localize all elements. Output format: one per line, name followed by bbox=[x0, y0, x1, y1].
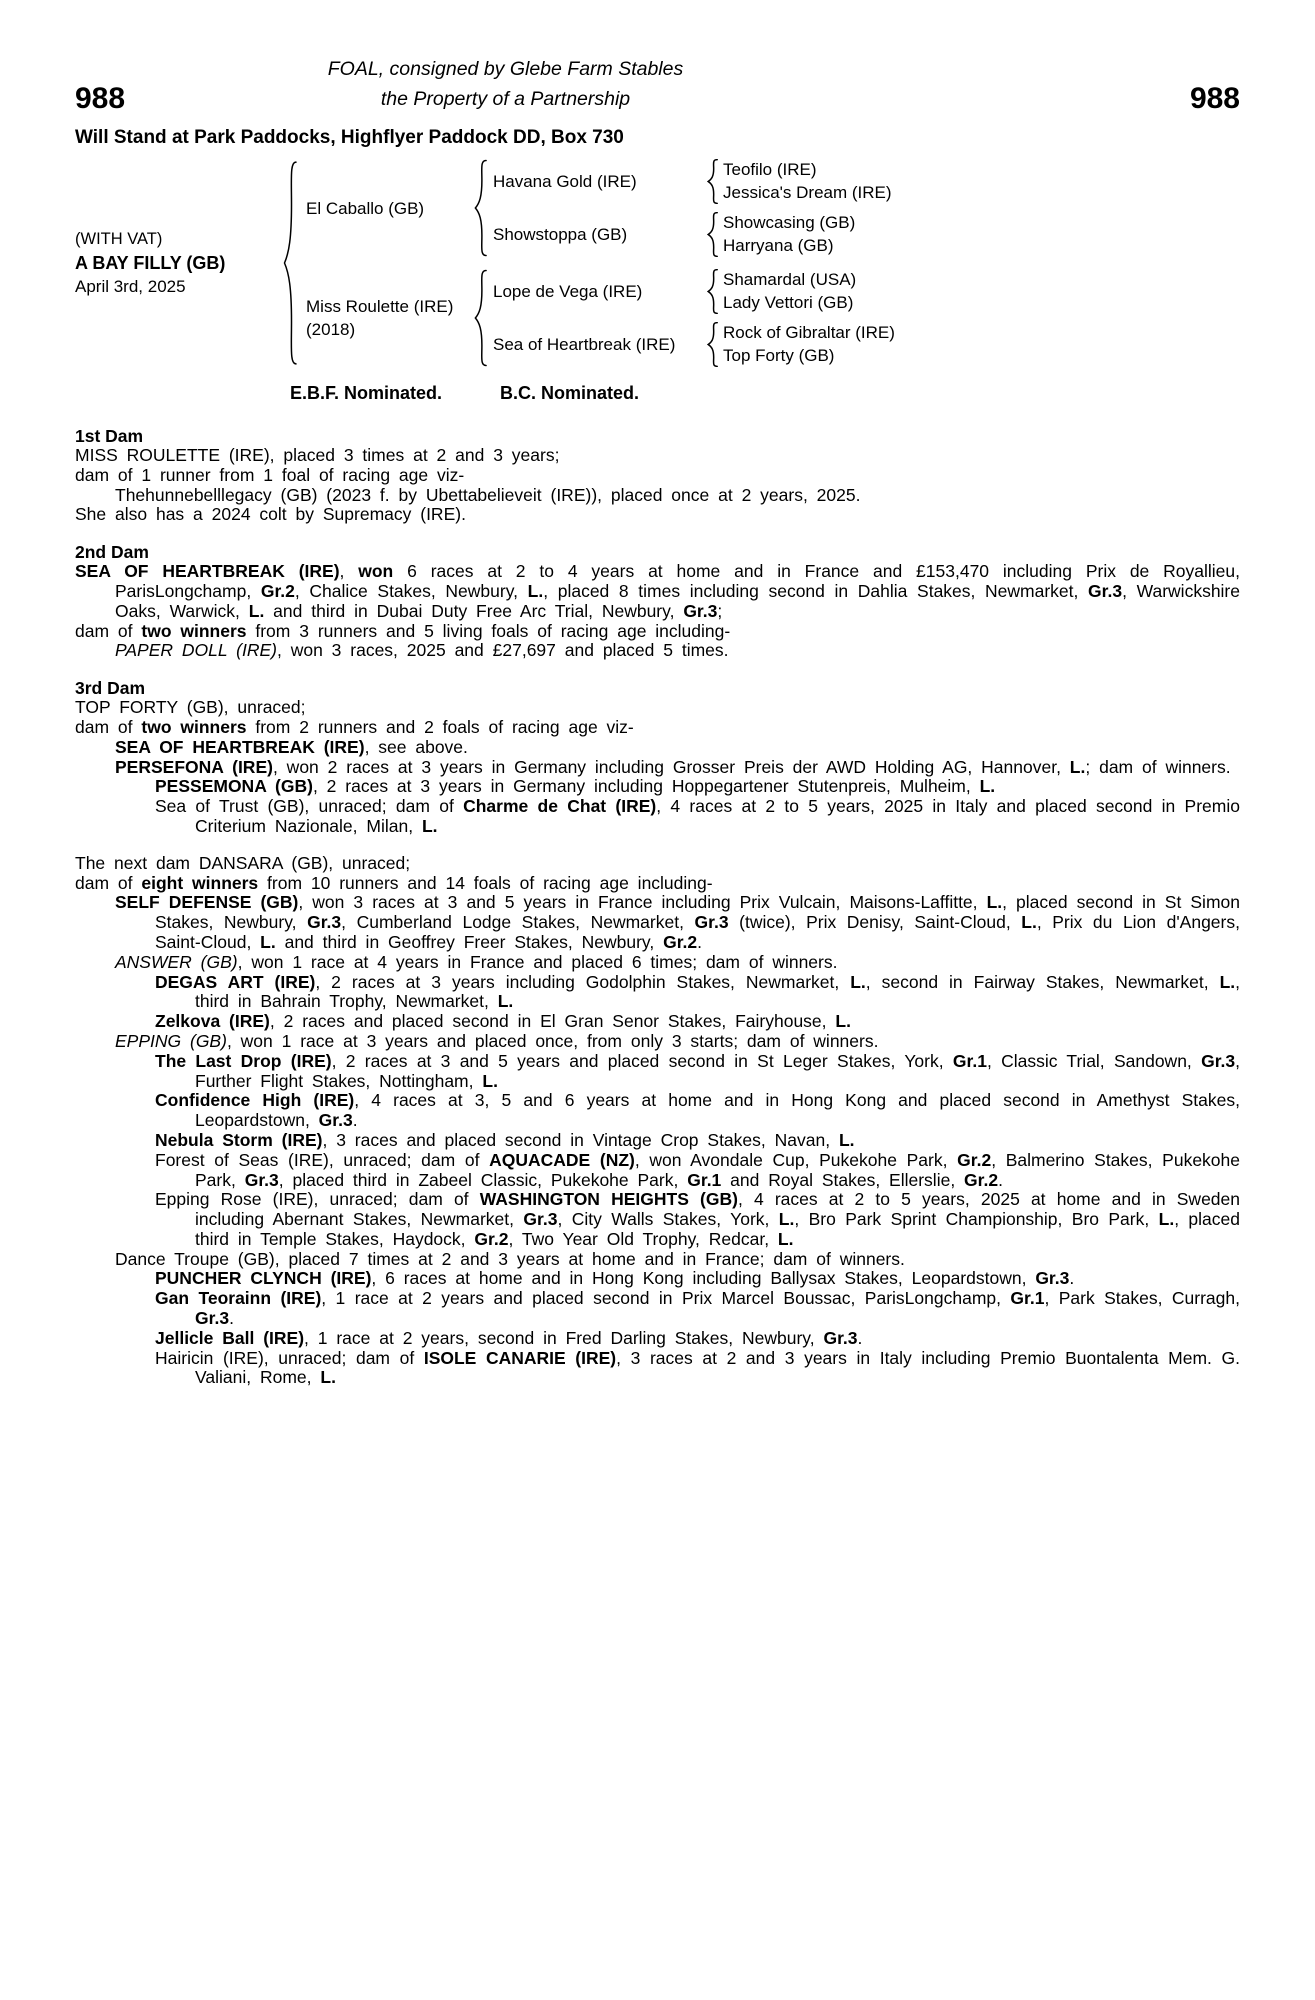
text-run: Thehunnebelllegacy (GB) (2023 f. by Ubettabelieveit (IRE)), placed once at 2 years, 2025. bbox=[115, 484, 861, 505]
text-run: Gr.2 bbox=[663, 931, 698, 952]
text-run: , Balmerino Stakes, Pukekohe Park, bbox=[195, 1149, 1240, 1190]
text-run: Gr.3 bbox=[1088, 580, 1123, 601]
dam-sire-name: Lope de Vega (IRE) bbox=[493, 282, 643, 301]
text-run: Gr.1 bbox=[687, 1169, 722, 1190]
text-run: PESSEMONA (GB) bbox=[155, 776, 313, 797]
text-run: Jellicle Ball (IRE) bbox=[155, 1327, 305, 1348]
text-run: WASHINGTON HEIGHTS (GB) bbox=[479, 1189, 738, 1210]
text-run: Gr.3 bbox=[1201, 1050, 1236, 1071]
text-run: , Bro Park Sprint Championship, Bro Park, bbox=[794, 1209, 1159, 1230]
text-run: , won 3 races at 3 and 5 years in France including Prix Vulcain, Maisons-Laffitte, bbox=[298, 892, 987, 913]
catalogue-paragraph bbox=[75, 718, 1240, 738]
text-run: Gan Teorainn (IRE) bbox=[155, 1288, 322, 1309]
stand-location-line: Will Stand at Park Paddocks, Highflyer Paddock DD, Box 730 bbox=[75, 127, 624, 148]
brace-icon bbox=[707, 212, 718, 257]
sire-dam-branch bbox=[493, 212, 892, 257]
catalogue-paragraph bbox=[75, 1349, 1240, 1389]
text-run: , placed third in Temple Stakes, Haydock, bbox=[195, 1209, 1240, 1249]
text-run: Epping Rose (IRE), unraced; dam of bbox=[155, 1189, 480, 1210]
text-run: PUNCHER CLYNCH (IRE) bbox=[155, 1268, 372, 1289]
text-run: dam of bbox=[75, 716, 142, 737]
text-run: Confidence High (IRE) bbox=[155, 1090, 355, 1111]
text-run: PAPER DOLL (IRE) bbox=[115, 640, 277, 661]
text-run: L. bbox=[1219, 971, 1236, 992]
dam-section bbox=[75, 542, 1240, 661]
text-run: SEA OF HEARTBREAK (IRE) bbox=[115, 736, 365, 757]
dam-section-heading: 3rd Dam bbox=[75, 678, 146, 699]
catalogue-paragraph bbox=[75, 953, 1240, 973]
dam-section bbox=[75, 854, 1240, 1389]
text-run: She also has a 2024 colt by Supremacy (IRE). bbox=[75, 504, 466, 525]
text-run: Charme de Chat (IRE) bbox=[463, 796, 657, 817]
text-run: L. bbox=[1158, 1209, 1175, 1230]
text-run: dam of bbox=[75, 620, 142, 641]
dam-name-line: Miss Roulette (IRE) bbox=[306, 297, 454, 316]
text-run: Gr.3 bbox=[307, 912, 342, 933]
catalogue-paragraph bbox=[75, 738, 1240, 758]
text-run: from 10 runners and 14 foals of racing age including- bbox=[258, 872, 713, 893]
ancestor-name: Lady Vettori (GB) bbox=[723, 292, 854, 312]
text-run: The next dam DANSARA (GB), unraced; bbox=[75, 852, 411, 873]
dam-section-heading: 1st Dam bbox=[75, 426, 144, 446]
text-run: Gr.3 bbox=[694, 912, 729, 933]
text-run: Gr.3 bbox=[244, 1169, 279, 1190]
text-run: (twice), Prix Denisy, Saint-Cloud, bbox=[728, 912, 1022, 933]
text-run: L. bbox=[777, 1228, 794, 1249]
catalogue-paragraph bbox=[75, 1091, 1240, 1131]
text-run: , see above. bbox=[364, 736, 468, 757]
sire-name: El Caballo (GB) bbox=[306, 198, 425, 218]
text-run: Gr.1 bbox=[1010, 1288, 1045, 1309]
catalogue-paragraph bbox=[75, 1289, 1240, 1329]
text-run: . bbox=[998, 1169, 1003, 1190]
text-run: , bbox=[339, 561, 359, 582]
text-run: dam of 1 runner from 1 foal of racing age viz- bbox=[75, 464, 465, 485]
ebf-nomination: E.B.F. Nominated. bbox=[290, 383, 443, 403]
catalogue-paragraph bbox=[75, 777, 1240, 797]
text-run: L. bbox=[248, 600, 265, 621]
catalogue-paragraph bbox=[75, 622, 1240, 642]
dam-branch bbox=[306, 269, 895, 367]
text-run: PERSEFONA (IRE) bbox=[115, 756, 273, 777]
text-run: ISOLE CANARIE (IRE) bbox=[423, 1347, 617, 1368]
consignment-line: FOAL, consigned by Glebe Farm Stables bbox=[327, 58, 684, 80]
text-run: dam of bbox=[75, 872, 142, 893]
text-run: , third in Bahrain Trophy, Newmarket, bbox=[195, 971, 1240, 1012]
text-run: Forest of Seas (IRE), unraced; dam of bbox=[155, 1149, 490, 1170]
catalogue-paragraph bbox=[75, 466, 1240, 486]
text-run: Sea of Trust (GB), unraced; dam of bbox=[155, 796, 464, 817]
text-run: L. bbox=[986, 892, 1003, 913]
text-run: . bbox=[857, 1327, 863, 1348]
catalogue-paragraph bbox=[75, 1052, 1240, 1092]
ancestor-name: Showcasing (GB) bbox=[723, 213, 856, 232]
dam-section bbox=[75, 678, 1240, 837]
text-run: TOP FORTY (GB), unraced; bbox=[75, 697, 306, 718]
sire-branch bbox=[306, 159, 895, 257]
horse-name: A BAY FILLY (GB) bbox=[75, 253, 226, 273]
text-run: eight winners bbox=[141, 872, 259, 893]
text-run: , 2 races at 3 years in Germany including Hoppegartener Stutenpreis, Mulheim, bbox=[312, 776, 980, 797]
text-run: L. bbox=[1021, 912, 1037, 933]
text-run: . bbox=[352, 1110, 358, 1131]
property-line: the Property of a Partnership bbox=[380, 87, 631, 110]
text-run: SEA OF HEARTBREAK (IRE) bbox=[75, 561, 340, 582]
pedigree-table bbox=[75, 159, 1240, 367]
text-run: , won 2 races at 3 years in Germany including Grosser Preis der AWD Holding AG, Hannover, bbox=[272, 756, 1070, 777]
text-run: , 2 races at 3 years including Godolphin Stakes, Newmarket, bbox=[315, 971, 851, 992]
brace-icon bbox=[474, 269, 487, 367]
dam-section bbox=[75, 426, 1240, 525]
catalogue-paragraph bbox=[75, 505, 1240, 525]
text-run: , won Avondale Cup, Pukekohe Park, bbox=[634, 1149, 958, 1170]
text-run: ; dam of winners. bbox=[1085, 756, 1231, 777]
text-run: Gr.2 bbox=[957, 1149, 992, 1170]
text-run: , 4 races at 2 to 5 years, 2025 at home and in Sweden including Abernant Stakes, Newmarket, bbox=[195, 1189, 1240, 1230]
text-run: , Two Year Old Trophy, Redcar, bbox=[508, 1228, 778, 1249]
catalogue-paragraph bbox=[75, 486, 1240, 506]
text-run: ANSWER (GB) bbox=[115, 951, 238, 972]
text-run: . bbox=[697, 931, 703, 952]
catalogue-paragraph bbox=[75, 893, 1240, 952]
catalogue-paragraph bbox=[75, 797, 1240, 837]
catalogue-paragraph bbox=[75, 562, 1240, 621]
sire-sire-branch bbox=[493, 159, 892, 204]
catalogue-paragraph bbox=[75, 1131, 1240, 1151]
text-run: L. bbox=[850, 971, 866, 992]
catalogue-paragraph bbox=[75, 973, 1240, 1013]
dam-name bbox=[306, 295, 474, 341]
text-run: . bbox=[229, 1308, 234, 1329]
ancestor-name: Top Forty (GB) bbox=[723, 345, 835, 365]
sire-dam-name: Showstoppa (GB) bbox=[493, 225, 628, 244]
catalogue-paragraph bbox=[75, 1190, 1240, 1249]
text-run: L. bbox=[320, 1367, 336, 1388]
catalogue-paragraph bbox=[75, 698, 1240, 718]
dam-dam-name: Sea of Heartbreak (IRE) bbox=[493, 335, 676, 354]
text-run: Gr.3 bbox=[318, 1110, 353, 1131]
text-run: MISS ROULETTE (IRE), placed 3 times at 2 and 3 years; bbox=[75, 445, 560, 465]
text-run: , 2 races at 3 and 5 years and placed second in St Leger Stakes, York, bbox=[331, 1050, 953, 1071]
catalogue-paragraph bbox=[75, 1250, 1240, 1270]
brace-icon bbox=[474, 159, 487, 257]
text-run: L. bbox=[979, 776, 996, 797]
produce-sections bbox=[75, 426, 1240, 1388]
catalogue-paragraph bbox=[75, 1151, 1240, 1191]
text-run: Gr.2 bbox=[260, 580, 295, 601]
text-run: , placed second in St Simon Stakes, Newbury, bbox=[155, 892, 1240, 933]
catalogue-page bbox=[75, 58, 1240, 1388]
text-run: L. bbox=[838, 1129, 855, 1150]
text-run: , Classic Trial, Sandown, bbox=[986, 1050, 1202, 1071]
catalogue-paragraph bbox=[75, 1032, 1240, 1052]
text-run: two winners bbox=[141, 716, 247, 737]
text-run: Hairicin (IRE), unraced; dam of bbox=[155, 1347, 424, 1368]
catalogue-paragraph bbox=[75, 758, 1240, 778]
lot-number-right: 988 bbox=[1189, 82, 1240, 115]
dam-dam-branch bbox=[493, 322, 895, 367]
text-run: and third in Geoffrey Freer Stakes, Newbury, bbox=[275, 931, 664, 952]
text-run: and Royal Stakes, Ellerslie, bbox=[721, 1169, 965, 1190]
text-run: , City Walls Stakes, York, bbox=[557, 1209, 779, 1230]
nominations-line bbox=[290, 383, 1240, 404]
text-run: and third in Dubai Duty Free Arc Trial, Newbury, bbox=[264, 600, 684, 621]
text-run: , 1 race at 2 years, second in Fred Darling Stakes, Newbury, bbox=[304, 1327, 824, 1348]
text-run: L. bbox=[1069, 756, 1086, 777]
catalogue-paragraph bbox=[75, 1012, 1240, 1032]
text-run: Gr.3 bbox=[523, 1209, 558, 1230]
text-run: AQUACADE (NZ) bbox=[489, 1149, 635, 1170]
page-header bbox=[75, 58, 1240, 149]
lot-number-left: 988 bbox=[75, 82, 126, 115]
text-run: , 6 races at home and in Hong Kong including Ballysax Stakes, Leopardstown, bbox=[371, 1268, 1036, 1289]
text-run: L. bbox=[527, 580, 544, 601]
text-run: Gr.3 bbox=[823, 1327, 858, 1348]
ancestor-name: Rock of Gibraltar (IRE) bbox=[723, 323, 895, 342]
text-run: Gr.3 bbox=[683, 600, 718, 621]
foal-date: April 3rd, 2025 bbox=[75, 277, 186, 296]
text-run: 6 races at 2 to 4 years at home and in France and £153,470 including Prix de Royallieu, ParisLongchamp, bbox=[115, 561, 1240, 601]
brace-icon bbox=[707, 322, 718, 367]
brace-icon bbox=[707, 159, 718, 204]
text-run: , 4 races at 2 to 5 years, 2025 in Italy and placed second in Premio Criterium Nazionale, Milan, bbox=[195, 796, 1240, 836]
dam-sire-branch bbox=[493, 269, 895, 314]
text-run: , won 3 races, 2025 and £27,697 and placed 5 times. bbox=[276, 640, 729, 661]
text-run: Dance Troupe (GB), placed 7 times at 2 and 3 years at home and in France; dam of winners. bbox=[115, 1248, 905, 1269]
text-run: Zelkova (IRE) bbox=[155, 1011, 270, 1032]
sire-sire-name: Havana Gold (IRE) bbox=[493, 172, 637, 191]
bc-nomination: B.C. Nominated. bbox=[500, 383, 640, 403]
text-run: Gr.3 bbox=[195, 1308, 230, 1329]
text-run: , placed third in Zabeel Classic, Pukekohe Park, bbox=[278, 1169, 688, 1190]
brace-icon bbox=[707, 269, 718, 314]
catalogue-paragraph bbox=[75, 1269, 1240, 1289]
text-run: from 2 runners and 2 foals of racing age viz- bbox=[246, 716, 634, 737]
catalogue-paragraph bbox=[75, 874, 1240, 894]
text-run: The Last Drop (IRE) bbox=[155, 1050, 332, 1071]
text-run: L. bbox=[835, 1011, 851, 1032]
catalogue-paragraph bbox=[75, 854, 1240, 874]
text-run: , placed 8 times including second in Dahlia Stakes, Newmarket, bbox=[543, 580, 1089, 601]
catalogue-paragraph bbox=[75, 1329, 1240, 1349]
catalogue-paragraph bbox=[75, 641, 1240, 661]
ancestor-name: Shamardal (USA) bbox=[723, 270, 857, 289]
text-run: , 4 races at 3, 5 and 6 years at home and in Hong Kong and placed second in Amethyst Stakes, Leopardstown, bbox=[195, 1090, 1241, 1131]
text-run: Nebula Storm (IRE) bbox=[155, 1129, 323, 1150]
text-run: , second in Fairway Stakes, Newmarket, bbox=[865, 971, 1220, 992]
text-run: won bbox=[358, 561, 394, 582]
text-run: , 1 race at 2 years and placed second in Prix Marcel Boussac, ParisLongchamp, bbox=[321, 1288, 1011, 1309]
text-run: DEGAS ART (IRE) bbox=[155, 971, 316, 992]
text-run: EPPING (GB) bbox=[115, 1030, 227, 1051]
catalogue-paragraph bbox=[75, 446, 1240, 466]
text-run: L. bbox=[421, 815, 438, 836]
ancestor-name: Teofilo (IRE) bbox=[723, 160, 817, 179]
text-run: Gr.2 bbox=[964, 1169, 999, 1190]
text-run: , won 1 race at 3 years and placed once, from only 3 starts; dam of winners. bbox=[226, 1030, 879, 1051]
text-run: , 3 races at 2 and 3 years in Italy including Premio Buontalenta Mem. G. Valiani, Rome, bbox=[195, 1347, 1240, 1388]
dam-foal-year: (2018) bbox=[306, 320, 356, 339]
text-run: L. bbox=[497, 991, 514, 1012]
horse-info bbox=[75, 227, 283, 299]
text-run: from 3 runners and 5 living foals of racing age including- bbox=[246, 620, 731, 641]
text-run: , won 1 race at 4 years in France and placed 6 times; dam of winners. bbox=[237, 951, 838, 972]
text-run: . bbox=[1069, 1268, 1075, 1289]
text-run: , 2 races and placed second in El Gran Senor Stakes, Fairyhouse, bbox=[269, 1011, 836, 1032]
ancestor-name: Harryana (GB) bbox=[723, 235, 834, 255]
vat-note: (WITH VAT) bbox=[75, 230, 163, 248]
text-run: , 3 races and placed second in Vintage Crop Stakes, Navan, bbox=[322, 1129, 839, 1150]
text-run: , Prix du Lion d'Angers, Saint-Cloud, bbox=[155, 912, 1240, 952]
text-run: two winners bbox=[141, 620, 247, 641]
brace-icon bbox=[283, 159, 297, 367]
text-run: ; bbox=[717, 600, 723, 621]
text-run: Gr.1 bbox=[952, 1050, 987, 1071]
text-run: , Further Flight Stakes, Nottingham, bbox=[195, 1050, 1241, 1091]
text-run: , Warwickshire Oaks, Warwick, bbox=[115, 580, 1240, 621]
text-run: , Chalice Stakes, Newbury, bbox=[294, 580, 528, 601]
text-run: L. bbox=[482, 1070, 498, 1091]
text-run: , Park Stakes, Curragh, bbox=[1044, 1288, 1240, 1309]
text-run: Gr.2 bbox=[474, 1228, 509, 1249]
text-run: L. bbox=[260, 931, 276, 952]
text-run: SELF DEFENSE (GB) bbox=[115, 892, 299, 913]
text-run: , Cumberland Lodge Stakes, Newmarket, bbox=[341, 912, 695, 933]
text-run: Gr.3 bbox=[1035, 1268, 1070, 1289]
dam-section-heading: 2nd Dam bbox=[75, 542, 149, 563]
ancestor-name: Jessica's Dream (IRE) bbox=[723, 182, 892, 202]
text-run: L. bbox=[778, 1209, 795, 1230]
